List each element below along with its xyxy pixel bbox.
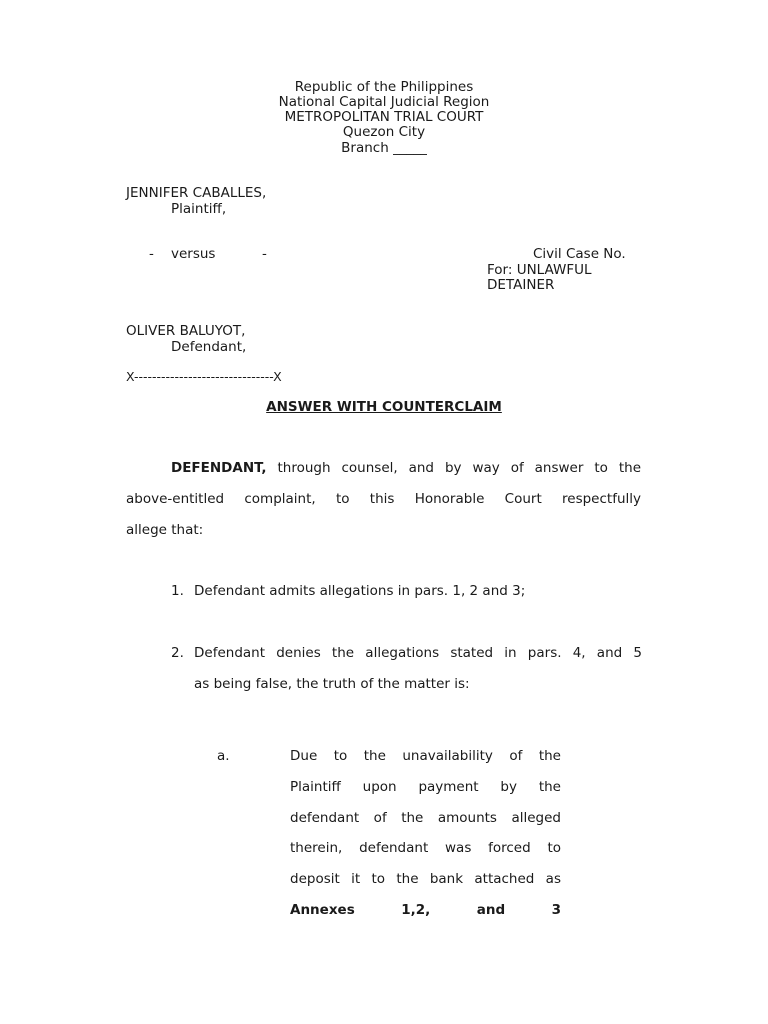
caption-separator: X-------------------------------X (126, 369, 282, 384)
intro-line-1 (171, 460, 641, 476)
court-header-branch: Branch _____ (341, 140, 427, 156)
item-number: 2. (171, 645, 184, 661)
court-header-republic: Republic of the Philippines (294, 79, 474, 95)
item-line: as being false, the truth of the matter is: (194, 676, 470, 692)
intro-line-2: above-entitled complaint, to this Honorable Court respectfully (126, 491, 641, 507)
intro-line-3: allege that: (126, 522, 204, 538)
subitem-line-annexes: Annexes 1,2, and 3 (290, 902, 561, 918)
item-line: Defendant admits allegations in pars. 1, 2 and 3; (194, 583, 526, 599)
item-line: Defendant denies the allegations stated in pars. 4, and 5 (194, 645, 642, 661)
subitem-line: deposit it to the bank attached as (290, 871, 561, 887)
subitem-letter: a. (217, 748, 230, 764)
plaintiff-role: Plaintiff, (171, 201, 227, 217)
versus-label: versus (171, 246, 216, 262)
versus-dash-left: - (149, 246, 154, 262)
subitem-line: Plaintiff upon payment by the (290, 779, 561, 795)
defendant-role: Defendant, (171, 339, 247, 355)
court-header-city: Quezon City (342, 124, 426, 140)
subitem-line: therein, defendant was forced to (290, 840, 561, 856)
case-nature-line1: For: UNLAWFUL (487, 262, 592, 278)
item-number: 1. (171, 583, 184, 599)
court-header-court: METROPOLITAN TRIAL COURT (284, 109, 484, 125)
intro-line-1-rest: through counsel, and by way of answer to the (277, 460, 641, 476)
subitem-line: defendant of the amounts alleged (290, 810, 561, 826)
civil-case-number: Civil Case No. (533, 246, 626, 262)
document-title: ANSWER WITH COUNTERCLAIM (266, 399, 502, 415)
defendant-name: OLIVER BALUYOT, (126, 323, 246, 339)
subitem-line: Due to the unavailability of the (290, 748, 561, 764)
versus-dash-right: - (262, 246, 267, 262)
intro-lead: DEFENDANT, (171, 460, 267, 476)
case-nature-line2: DETAINER (487, 277, 555, 293)
court-header-region: National Capital Judicial Region (278, 94, 490, 110)
plaintiff-name: JENNIFER CABALLES, (126, 185, 267, 201)
